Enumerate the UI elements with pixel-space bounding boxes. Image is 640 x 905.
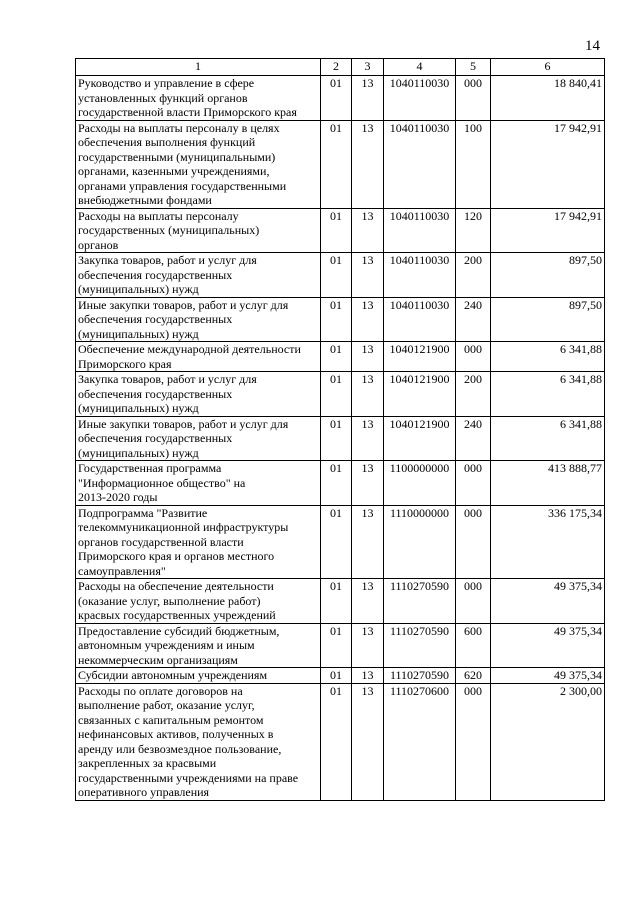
page-number: 14 bbox=[585, 38, 600, 54]
row-name-line: "Информационное общество" на bbox=[78, 475, 246, 490]
expense-type-cell: 000 bbox=[456, 683, 491, 800]
row-name-line: оперативного управления bbox=[78, 785, 210, 799]
table-row bbox=[76, 579, 605, 624]
subsection-code-cell: 13 bbox=[352, 297, 384, 342]
section-code-cell: 01 bbox=[321, 208, 352, 253]
row-name-line: самоуправления" bbox=[78, 563, 166, 578]
section-code-cell: 01 bbox=[321, 253, 352, 298]
target-article-cell: 1040110030 bbox=[384, 120, 456, 208]
row-name-line: 2013-2020 годы bbox=[78, 490, 158, 504]
table-row bbox=[76, 342, 605, 372]
row-name-line: выполнение работ, оказание услуг, bbox=[78, 698, 255, 712]
row-name-line: обеспечения государственных bbox=[78, 267, 233, 282]
expense-type-cell: 000 bbox=[456, 461, 491, 506]
section-code-cell: 01 bbox=[321, 120, 352, 208]
amount-cell: 413 888,77 bbox=[491, 461, 605, 506]
row-name-line: красвых государственных учреждений bbox=[78, 608, 276, 622]
expense-type-cell: 600 bbox=[456, 623, 491, 668]
section-code-cell: 01 bbox=[321, 668, 352, 684]
row-name-line: Руководство и управление в сфере bbox=[78, 76, 255, 90]
target-article-cell: 1110270600 bbox=[384, 683, 456, 800]
row-name-line: (оказание услуг, выполнение работ) bbox=[78, 593, 261, 608]
row-name-line: государственными учреждениями на праве bbox=[78, 770, 299, 785]
amount-cell: 6 341,88 bbox=[491, 342, 605, 372]
table-row bbox=[76, 297, 605, 342]
amount-cell: 17 942,91 bbox=[491, 120, 605, 208]
table-row bbox=[76, 623, 605, 668]
row-name-cell bbox=[76, 579, 321, 624]
row-name-line: аренду или безвозмездное пользование, bbox=[78, 741, 282, 756]
subsection-code-cell: 13 bbox=[352, 416, 384, 461]
column-header: 4 bbox=[384, 59, 456, 76]
subsection-code-cell: 13 bbox=[352, 579, 384, 624]
row-name-line: Иные закупки товаров, работ и услуг для bbox=[78, 416, 289, 431]
row-name-line: нефинансовых активов, полученных в bbox=[78, 727, 274, 741]
row-name-cell bbox=[76, 342, 321, 372]
table-row bbox=[76, 372, 605, 417]
expense-type-cell: 240 bbox=[456, 416, 491, 461]
column-header: 1 bbox=[76, 59, 321, 76]
subsection-code-cell: 13 bbox=[352, 342, 384, 372]
subsection-code-cell: 13 bbox=[352, 668, 384, 684]
row-name-line: Закупка товаров, работ и услуг для bbox=[78, 372, 257, 386]
section-code-cell: 01 bbox=[321, 461, 352, 506]
table-row bbox=[76, 208, 605, 253]
subsection-code-cell: 13 bbox=[352, 505, 384, 579]
row-name-cell bbox=[76, 416, 321, 461]
target-article-cell: 1040110030 bbox=[384, 297, 456, 342]
amount-cell: 897,50 bbox=[491, 297, 605, 342]
row-name-cell bbox=[76, 253, 321, 298]
subsection-code-cell: 13 bbox=[352, 372, 384, 417]
section-code-cell: 01 bbox=[321, 372, 352, 417]
row-name-line: (муниципальных) нужд bbox=[78, 326, 199, 341]
row-name-line: телекоммуникационной инфраструктуры bbox=[78, 520, 289, 534]
budget-table bbox=[75, 58, 605, 801]
section-code-cell: 01 bbox=[321, 505, 352, 579]
row-name-line: государственных (муниципальных) bbox=[78, 223, 260, 237]
column-header: 2 bbox=[321, 59, 352, 76]
row-name-line: обеспечения государственных bbox=[78, 386, 233, 401]
table-header-row bbox=[76, 59, 605, 76]
row-name-line: внебюджетными фондами bbox=[78, 193, 212, 207]
expense-type-cell: 240 bbox=[456, 297, 491, 342]
amount-cell: 49 375,34 bbox=[491, 668, 605, 684]
row-name-cell bbox=[76, 668, 321, 684]
row-name-line: обеспечения государственных bbox=[78, 431, 233, 445]
table-row bbox=[76, 668, 605, 684]
table-row bbox=[76, 416, 605, 461]
subsection-code-cell: 13 bbox=[352, 253, 384, 298]
amount-cell: 6 341,88 bbox=[491, 372, 605, 417]
table-row bbox=[76, 120, 605, 208]
row-name-line: органами управления государственными bbox=[78, 178, 287, 193]
row-name-line: Закупка товаров, работ и услуг для bbox=[78, 253, 257, 267]
row-name-cell bbox=[76, 372, 321, 417]
expense-type-cell: 000 bbox=[456, 342, 491, 372]
amount-cell: 6 341,88 bbox=[491, 416, 605, 461]
row-name-line: Государственная программа bbox=[78, 461, 222, 475]
column-header: 5 bbox=[456, 59, 491, 76]
row-name-cell bbox=[76, 683, 321, 800]
row-name-line: государственными (муниципальными) bbox=[78, 149, 276, 164]
row-name-line: Подпрограмма "Развитие bbox=[78, 505, 208, 520]
row-name-line: установленных функций органов bbox=[78, 90, 248, 105]
row-name-line: Расходы по оплате договоров на bbox=[78, 683, 243, 698]
amount-cell: 49 375,34 bbox=[491, 579, 605, 624]
row-name-line: обеспечения выполнения функций bbox=[78, 135, 256, 149]
amount-cell: 336 175,34 bbox=[491, 505, 605, 579]
row-name-cell bbox=[76, 505, 321, 579]
row-name-line: некоммерческим организациям bbox=[78, 652, 238, 667]
target-article-cell: 1040110030 bbox=[384, 253, 456, 298]
column-header: 3 bbox=[352, 59, 384, 76]
target-article-cell: 1100000000 bbox=[384, 461, 456, 506]
row-name-line: Расходы на обеспечение деятельности bbox=[78, 579, 274, 593]
column-header: 6 bbox=[491, 59, 605, 76]
row-name-cell bbox=[76, 208, 321, 253]
target-article-cell: 1110000000 bbox=[384, 505, 456, 579]
row-name-line: Расходы на выплаты персоналу в целях bbox=[78, 120, 280, 135]
table-row bbox=[76, 461, 605, 506]
expense-type-cell: 100 bbox=[456, 120, 491, 208]
table-row bbox=[76, 76, 605, 121]
section-code-cell: 01 bbox=[321, 297, 352, 342]
row-name-cell bbox=[76, 120, 321, 208]
expense-type-cell: 620 bbox=[456, 668, 491, 684]
target-article-cell: 1040110030 bbox=[384, 76, 456, 121]
target-article-cell: 1110270590 bbox=[384, 623, 456, 668]
row-name-line: Приморского края и органов местного bbox=[78, 549, 275, 563]
row-name-line: государственной власти Приморского края bbox=[78, 105, 297, 119]
row-name-line: Расходы на выплаты персоналу bbox=[78, 208, 239, 223]
amount-cell: 17 942,91 bbox=[491, 208, 605, 253]
target-article-cell: 1040110030 bbox=[384, 208, 456, 253]
row-name-line: органов государственной власти bbox=[78, 534, 244, 549]
section-code-cell: 01 bbox=[321, 683, 352, 800]
target-article-cell: 1110270590 bbox=[384, 668, 456, 684]
expense-type-cell: 000 bbox=[456, 505, 491, 579]
amount-cell: 2 300,00 bbox=[491, 683, 605, 800]
row-name-line: Иные закупки товаров, работ и услуг для bbox=[78, 297, 289, 312]
row-name-cell bbox=[76, 76, 321, 121]
row-name-cell bbox=[76, 461, 321, 506]
table-body bbox=[76, 76, 605, 801]
row-name-cell bbox=[76, 297, 321, 342]
row-name-line: органами, казенными учреждениями, bbox=[78, 164, 270, 178]
target-article-cell: 1040121900 bbox=[384, 372, 456, 417]
amount-cell: 49 375,34 bbox=[491, 623, 605, 668]
expense-type-cell: 200 bbox=[456, 372, 491, 417]
section-code-cell: 01 bbox=[321, 416, 352, 461]
section-code-cell: 01 bbox=[321, 76, 352, 121]
subsection-code-cell: 13 bbox=[352, 208, 384, 253]
target-article-cell: 1110270590 bbox=[384, 579, 456, 624]
expense-type-cell: 000 bbox=[456, 76, 491, 121]
table-row bbox=[76, 505, 605, 579]
subsection-code-cell: 13 bbox=[352, 623, 384, 668]
row-name-cell bbox=[76, 623, 321, 668]
amount-cell: 897,50 bbox=[491, 253, 605, 298]
table-row bbox=[76, 253, 605, 298]
row-name-line: Предоставление субсидий бюджетным, bbox=[78, 623, 280, 638]
table-row bbox=[76, 683, 605, 800]
expense-type-cell: 000 bbox=[456, 579, 491, 624]
row-name-line: Приморского края bbox=[78, 356, 172, 371]
amount-cell: 18 840,41 bbox=[491, 76, 605, 121]
row-name-line: связанных с капитальным ремонтом bbox=[78, 712, 264, 727]
row-name-line: (муниципальных) нужд bbox=[78, 282, 199, 296]
target-article-cell: 1040121900 bbox=[384, 342, 456, 372]
section-code-cell: 01 bbox=[321, 623, 352, 668]
row-name-line: автономным учреждениям и иным bbox=[78, 638, 255, 652]
target-article-cell: 1040121900 bbox=[384, 416, 456, 461]
row-name-line: (муниципальных) нужд bbox=[78, 445, 199, 460]
subsection-code-cell: 13 bbox=[352, 76, 384, 121]
subsection-code-cell: 13 bbox=[352, 120, 384, 208]
subsection-code-cell: 13 bbox=[352, 683, 384, 800]
section-code-cell: 01 bbox=[321, 579, 352, 624]
row-name-line: (муниципальных) нужд bbox=[78, 401, 199, 415]
row-name-line: органов bbox=[78, 237, 119, 252]
subsection-code-cell: 13 bbox=[352, 461, 384, 506]
row-name-line: Обеспечение международной деятельности bbox=[78, 342, 301, 356]
section-code-cell: 01 bbox=[321, 342, 352, 372]
row-name-line: Субсидии автономным учреждениям bbox=[78, 668, 268, 682]
expense-type-cell: 200 bbox=[456, 253, 491, 298]
row-name-line: закрепленных за красвыми bbox=[78, 756, 217, 770]
expense-type-cell: 120 bbox=[456, 208, 491, 253]
row-name-line: обеспечения государственных bbox=[78, 312, 233, 326]
